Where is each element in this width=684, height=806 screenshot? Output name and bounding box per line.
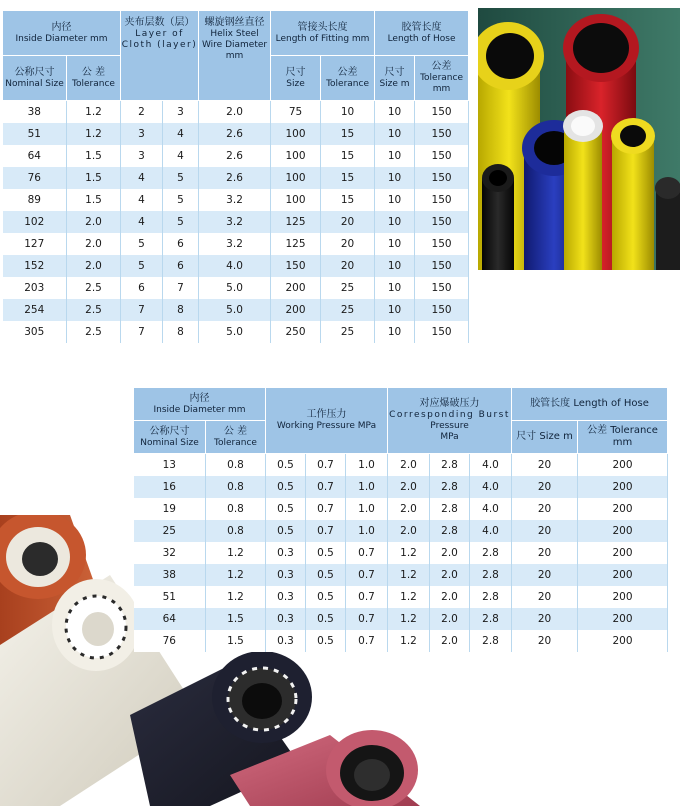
table-cell: 5	[121, 233, 163, 255]
table-cell: 20	[512, 498, 578, 520]
table-cell: 20	[321, 255, 375, 277]
table-cell: 20	[512, 476, 578, 498]
table-cell: 150	[415, 145, 469, 167]
table-cell: 2.5	[67, 321, 121, 343]
table-cell: 250	[271, 321, 321, 343]
table-cell: 1.2	[67, 123, 121, 145]
table-cell: 1.2	[206, 542, 266, 564]
table-cell: 2.0	[430, 630, 470, 652]
table-cell: 20	[512, 454, 578, 477]
table-cell: 4.0	[470, 454, 512, 477]
table-cell: 0.7	[346, 608, 388, 630]
header-hose-tolerance: 公差 Tolerance mm	[578, 421, 668, 454]
table-cell: 5.0	[199, 299, 271, 321]
table-cell: 2.5	[67, 299, 121, 321]
table-cell: 4	[163, 123, 199, 145]
table-cell: 8	[163, 321, 199, 343]
table-cell: 25	[321, 321, 375, 343]
table-cell: 0.7	[306, 476, 346, 498]
table-cell: 20	[321, 211, 375, 233]
table-cell: 20	[512, 564, 578, 586]
table-cell: 0.5	[306, 630, 346, 652]
table-cell: 4.0	[470, 520, 512, 542]
table-cell: 150	[415, 167, 469, 189]
header-fitting-size: 尺寸 Size	[271, 56, 321, 101]
table-cell: 7	[121, 321, 163, 343]
table-cell: 3.2	[199, 189, 271, 211]
table-cell: 0.7	[346, 564, 388, 586]
table-cell: 200	[578, 586, 668, 608]
table-cell: 20	[512, 520, 578, 542]
table-cell: 25	[321, 299, 375, 321]
table-row	[134, 520, 668, 542]
table-cell: 0.5	[266, 454, 306, 477]
table-cell: 0.7	[346, 542, 388, 564]
table-cell: 1.2	[388, 542, 430, 564]
table-cell: 1.5	[67, 189, 121, 211]
table-cell: 1.2	[206, 564, 266, 586]
table-cell: 2.0	[67, 255, 121, 277]
table-cell: 5	[121, 255, 163, 277]
table-cell: 10	[375, 101, 415, 124]
table-cell: 0.7	[306, 498, 346, 520]
table-cell: 200	[271, 277, 321, 299]
table-cell: 150	[415, 189, 469, 211]
table-cell: 3	[163, 101, 199, 124]
table-cell: 5	[163, 189, 199, 211]
table-body	[134, 454, 668, 653]
table-cell: 2.8	[430, 498, 470, 520]
table-cell: 5	[163, 211, 199, 233]
table-cell: 6	[121, 277, 163, 299]
table-cell: 6	[163, 233, 199, 255]
table-cell: 200	[578, 630, 668, 652]
table-row	[3, 123, 469, 145]
header-hose-size: 尺寸 Size m	[375, 56, 415, 101]
header-working-pressure: 工作压力 Working Pressure MPa	[266, 388, 388, 454]
table-cell: 10	[321, 101, 375, 124]
table-cell: 2.0	[199, 101, 271, 124]
table-cell: 5.0	[199, 321, 271, 343]
table-cell: 1.0	[346, 476, 388, 498]
table-cell: 0.3	[266, 630, 306, 652]
table-cell: 1.2	[67, 101, 121, 124]
table-cell: 51	[3, 123, 67, 145]
table-cell: 64	[134, 608, 206, 630]
table-cell: 200	[271, 299, 321, 321]
table-cell: 10	[375, 299, 415, 321]
table-cell: 200	[578, 498, 668, 520]
table-cell: 150	[415, 211, 469, 233]
table-cell: 76	[3, 167, 67, 189]
table-cell: 0.5	[306, 542, 346, 564]
table-cell: 0.7	[346, 630, 388, 652]
table-cell: 0.3	[266, 608, 306, 630]
table-cell: 150	[415, 299, 469, 321]
header-inner-diameter: 内径 Inside Diameter mm	[134, 388, 266, 421]
table-cell: 4	[163, 145, 199, 167]
table-cell: 2.8	[470, 586, 512, 608]
header-helix-wire: 螺旋钢丝直径 Helix Steel Wire Diameter mm	[199, 11, 271, 101]
table-cell: 2.8	[470, 564, 512, 586]
table-cell: 32	[134, 542, 206, 564]
table-row	[3, 255, 469, 277]
table-cell: 4.0	[199, 255, 271, 277]
table-cell: 102	[3, 211, 67, 233]
table-cell: 1.2	[388, 630, 430, 652]
table-cell: 2.8	[430, 520, 470, 542]
table-cell: 75	[271, 101, 321, 124]
table-row	[3, 233, 469, 255]
table-cell: 150	[415, 321, 469, 343]
table-cell: 2.0	[388, 476, 430, 498]
table-row	[134, 476, 668, 498]
table-cell: 8	[163, 299, 199, 321]
table-row	[134, 586, 668, 608]
header-nominal-size: 公称尺寸 Nominal Size	[134, 421, 206, 454]
table-cell: 150	[271, 255, 321, 277]
table-row	[3, 189, 469, 211]
table-row	[134, 608, 668, 630]
table-cell: 200	[578, 454, 668, 477]
table-cell: 51	[134, 586, 206, 608]
table-row	[3, 101, 469, 124]
table-cell: 10	[375, 123, 415, 145]
table-cell: 150	[415, 233, 469, 255]
table-cell: 15	[321, 189, 375, 211]
header-hose-tolerance: 公差 Tolerance mm	[415, 56, 469, 101]
table-cell: 200	[578, 542, 668, 564]
table-cell: 10	[375, 167, 415, 189]
table-cell: 1.2	[388, 608, 430, 630]
table-cell: 0.5	[306, 564, 346, 586]
table-cell: 200	[578, 608, 668, 630]
table-cell: 2	[121, 101, 163, 124]
table-cell: 2.0	[388, 454, 430, 477]
table-cell: 150	[415, 101, 469, 124]
table-row	[3, 277, 469, 299]
table-cell: 2.8	[470, 608, 512, 630]
table-cell: 25	[134, 520, 206, 542]
table-cell: 13	[134, 454, 206, 477]
header-burst-pressure: 对应爆破压力 Corresponding Burst Pressure MPa	[388, 388, 512, 454]
table-cell: 125	[271, 211, 321, 233]
table-cell: 20	[321, 233, 375, 255]
header-layer-of-cloth: 夹布层数（层） Layer of Cloth (layer)	[121, 11, 199, 101]
table-cell: 152	[3, 255, 67, 277]
table-row	[134, 454, 668, 477]
table-cell: 15	[321, 123, 375, 145]
table-row	[3, 211, 469, 233]
table-cell: 100	[271, 145, 321, 167]
header-inner-diameter: 内径 Inside Diameter mm	[3, 11, 121, 56]
table-cell: 19	[134, 498, 206, 520]
table-cell: 0.3	[266, 542, 306, 564]
table-cell: 3.2	[199, 211, 271, 233]
header-nominal-size: 公称尺寸 Nominal Size	[3, 56, 67, 101]
table-cell: 1.2	[206, 586, 266, 608]
table-cell: 0.8	[206, 476, 266, 498]
table-cell: 0.5	[266, 476, 306, 498]
table-row	[134, 542, 668, 564]
colored-hoses-photo	[478, 8, 680, 270]
table-cell: 16	[134, 476, 206, 498]
table-cell: 25	[321, 277, 375, 299]
table-cell: 2.6	[199, 167, 271, 189]
table-cell: 2.5	[67, 277, 121, 299]
hose-spec-table-top	[2, 10, 469, 343]
table-cell: 3	[121, 123, 163, 145]
table-cell: 20	[512, 608, 578, 630]
table-cell: 20	[512, 586, 578, 608]
table-cell: 2.0	[430, 564, 470, 586]
table-cell: 100	[271, 123, 321, 145]
table-cell: 200	[578, 476, 668, 498]
table-cell: 125	[271, 233, 321, 255]
table-cell: 1.2	[388, 586, 430, 608]
table-cell: 20	[512, 630, 578, 652]
table-cell: 2.8	[430, 454, 470, 477]
table-cell: 0.5	[266, 498, 306, 520]
table-cell: 10	[375, 145, 415, 167]
colored-hoses-illustration	[478, 8, 680, 270]
table-row	[134, 498, 668, 520]
table-cell: 0.8	[206, 454, 266, 477]
table-cell: 1.5	[206, 630, 266, 652]
table-cell: 5.0	[199, 277, 271, 299]
table-cell: 7	[163, 277, 199, 299]
header-hose-size: 尺寸 Size m	[512, 421, 578, 454]
table-cell: 2.0	[388, 498, 430, 520]
table-cell: 0.7	[306, 520, 346, 542]
table-row	[134, 564, 668, 586]
table-cell: 38	[3, 101, 67, 124]
table-cell: 2.0	[430, 542, 470, 564]
table-cell: 2.0	[430, 586, 470, 608]
table-cell: 10	[375, 255, 415, 277]
table-cell: 4.0	[470, 476, 512, 498]
table-cell: 2.0	[67, 233, 121, 255]
table-cell: 2.0	[430, 608, 470, 630]
table-cell: 10	[375, 321, 415, 343]
table-cell: 2.8	[470, 630, 512, 652]
table-cell: 0.3	[266, 586, 306, 608]
table-cell: 2.8	[430, 476, 470, 498]
table-cell: 2.6	[199, 145, 271, 167]
table-cell: 64	[3, 145, 67, 167]
table-row	[3, 145, 469, 167]
table-cell: 89	[3, 189, 67, 211]
table-cell: 5	[163, 167, 199, 189]
table-cell: 200	[578, 520, 668, 542]
table-cell: 0.7	[306, 454, 346, 477]
table-cell: 76	[134, 630, 206, 652]
table-cell: 1.0	[346, 498, 388, 520]
table-cell: 305	[3, 321, 67, 343]
table-cell: 10	[375, 233, 415, 255]
table-cell: 2.0	[388, 520, 430, 542]
table-cell: 200	[578, 564, 668, 586]
table-cell: 1.5	[67, 145, 121, 167]
table-cell: 100	[271, 189, 321, 211]
header-fitting-tolerance: 公差 Tolerance	[321, 56, 375, 101]
hose-spec-table-bottom	[133, 387, 668, 652]
table-cell: 1.0	[346, 454, 388, 477]
table-cell: 127	[3, 233, 67, 255]
table-cell: 10	[375, 211, 415, 233]
table-cell: 3.2	[199, 233, 271, 255]
table-cell: 4.0	[470, 498, 512, 520]
table-cell: 1.5	[206, 608, 266, 630]
header-length-of-hose: 胶管长度 Length of Hose	[512, 388, 668, 421]
table-cell: 150	[415, 277, 469, 299]
table-cell: 0.5	[266, 520, 306, 542]
table-cell: 2.0	[67, 211, 121, 233]
table-cell: 7	[121, 299, 163, 321]
table-row	[3, 321, 469, 343]
table-cell: 1.0	[346, 520, 388, 542]
table-cell: 6	[163, 255, 199, 277]
table-cell: 2.8	[470, 542, 512, 564]
table-cell: 4	[121, 189, 163, 211]
table-cell: 254	[3, 299, 67, 321]
table-cell: 0.3	[266, 564, 306, 586]
table-row	[3, 167, 469, 189]
header-tolerance: 公 差 Tolerance	[206, 421, 266, 454]
table-body	[3, 101, 469, 344]
table-cell: 0.5	[306, 608, 346, 630]
header-length-of-hose: 胶管长度 Length of Hose	[375, 11, 469, 56]
table-cell: 100	[271, 167, 321, 189]
table-cell: 0.8	[206, 498, 266, 520]
table-row	[134, 630, 668, 652]
table-cell: 10	[375, 277, 415, 299]
table-cell: 15	[321, 167, 375, 189]
table-cell: 150	[415, 123, 469, 145]
header-length-of-fitting: 管接头长度 Length of Fitting mm	[271, 11, 375, 56]
table-cell: 4	[121, 167, 163, 189]
table-cell: 0.8	[206, 520, 266, 542]
table-cell: 15	[321, 145, 375, 167]
table-cell: 1.5	[67, 167, 121, 189]
table-cell: 150	[415, 255, 469, 277]
table-cell: 4	[121, 211, 163, 233]
table-cell: 0.7	[346, 586, 388, 608]
table-row	[3, 299, 469, 321]
table-cell: 3	[121, 145, 163, 167]
table-cell: 20	[512, 542, 578, 564]
table-cell: 203	[3, 277, 67, 299]
table-cell: 10	[375, 189, 415, 211]
table-cell: 2.6	[199, 123, 271, 145]
table-cell: 38	[134, 564, 206, 586]
header-tolerance: 公 差 Tolerance	[67, 56, 121, 101]
table-cell: 0.5	[306, 586, 346, 608]
table-cell: 1.2	[388, 564, 430, 586]
